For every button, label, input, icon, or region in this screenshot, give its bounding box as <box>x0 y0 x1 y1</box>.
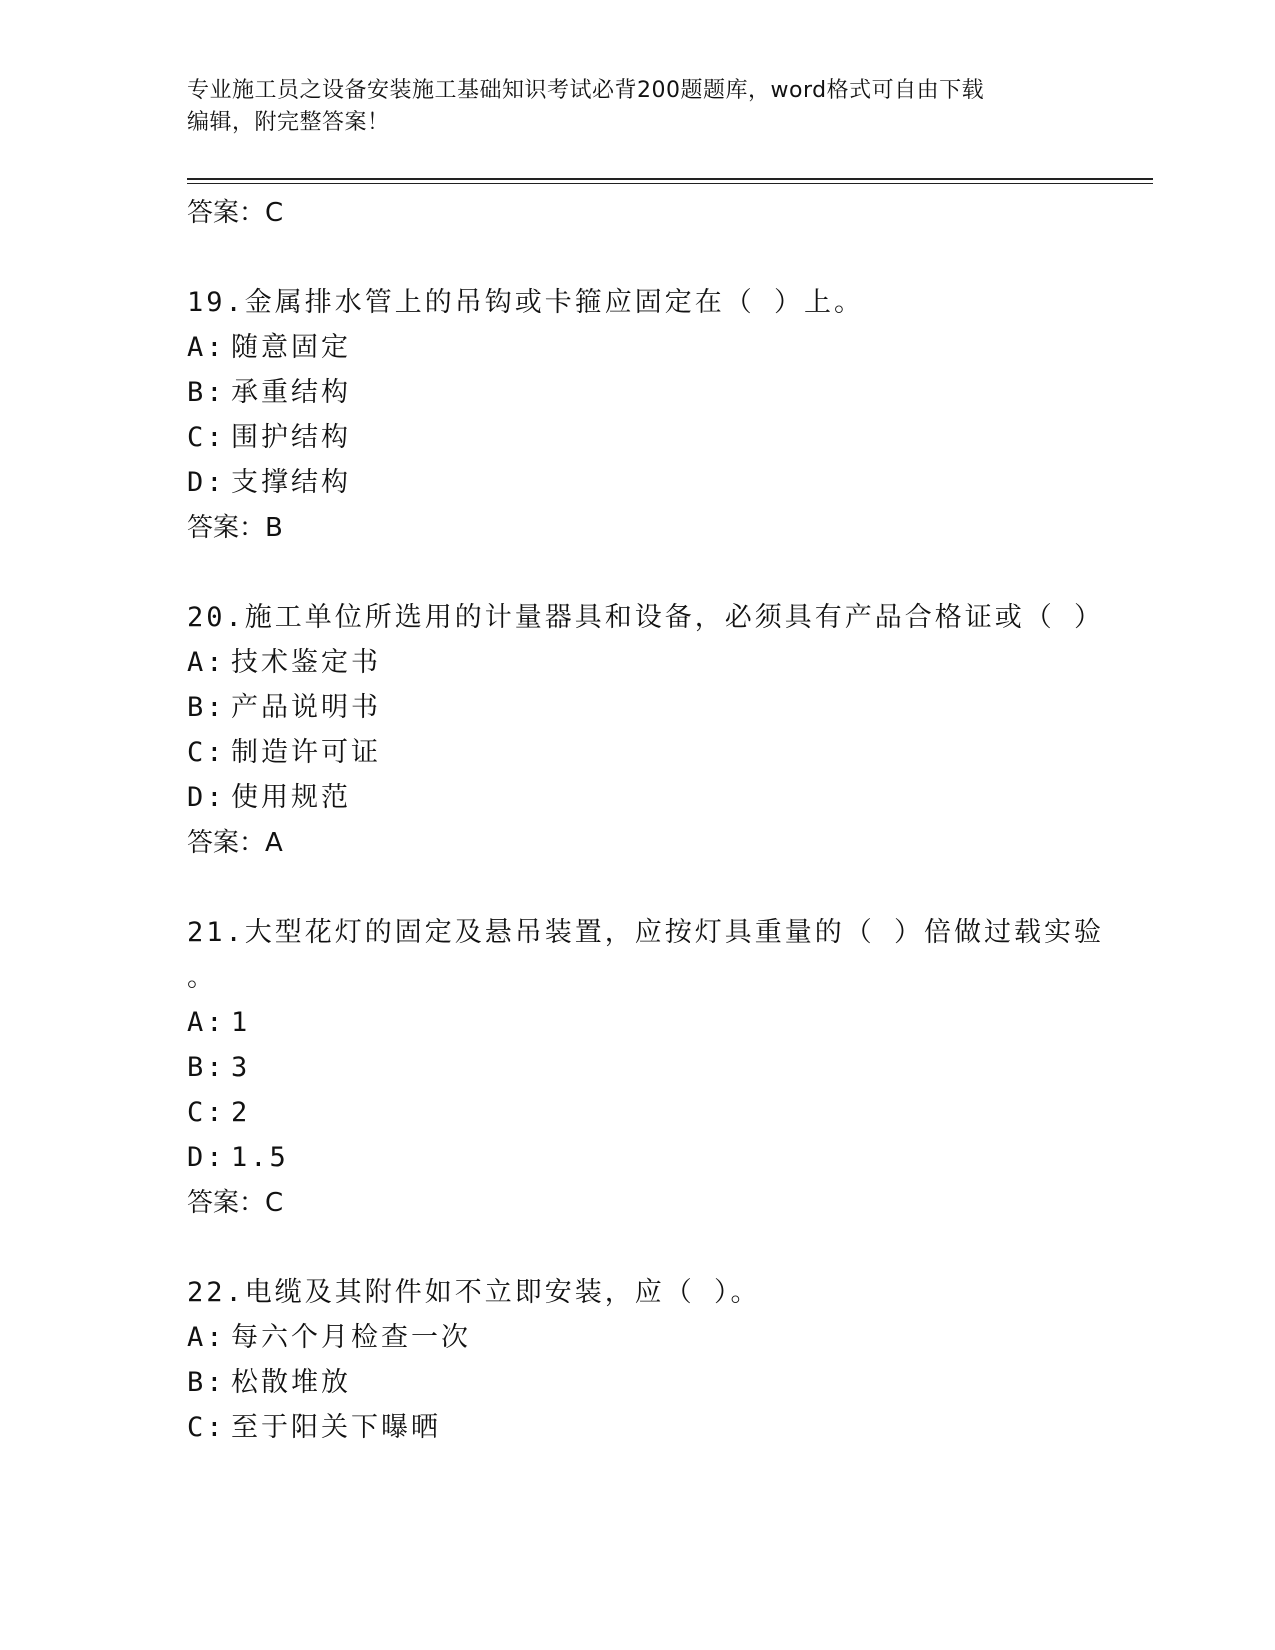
option-row <box>187 325 1117 370</box>
option-letter: C: <box>187 1097 226 1128</box>
option-letter: D: <box>187 467 226 498</box>
option-row <box>187 730 1117 775</box>
option-letter: B: <box>187 1052 226 1083</box>
option-text: 至于阳关下曝晒 <box>231 1412 441 1443</box>
option-row <box>187 1360 1117 1405</box>
option-row <box>187 1000 1117 1045</box>
document-header <box>187 75 1087 139</box>
option-letter: D: <box>187 782 226 813</box>
answer-prefix: 答案： <box>187 512 266 543</box>
option-text: 随意固定 <box>231 332 351 363</box>
option-text: 技术鉴定书 <box>231 647 381 678</box>
option-letter: A: <box>187 1322 226 1353</box>
option-row <box>187 1090 1117 1135</box>
answer-prefix: 答案： <box>187 827 266 858</box>
option-letter: B: <box>187 692 226 723</box>
option-text: 支撑结构 <box>231 467 351 498</box>
option-letter: A: <box>187 1007 226 1038</box>
option-text: 每六个月检查一次 <box>231 1322 471 1353</box>
option-row <box>187 1405 1117 1450</box>
option-text: 2 <box>231 1097 251 1128</box>
header-rule-thick <box>187 178 1153 180</box>
question-spacer <box>187 1225 1117 1270</box>
option-letter: C: <box>187 1412 226 1443</box>
option-row <box>187 370 1117 415</box>
option-text: 3 <box>231 1052 251 1083</box>
answer-line <box>187 190 1117 235</box>
option-text: 使用规范 <box>231 782 351 813</box>
option-text: 围护结构 <box>231 422 351 453</box>
header-rule-thin <box>187 183 1153 184</box>
option-row <box>187 1315 1117 1360</box>
option-text: 制造许可证 <box>231 737 381 768</box>
question-block <box>187 280 1117 550</box>
option-row <box>187 640 1117 685</box>
question-spacer <box>187 865 1117 910</box>
option-text: 产品说明书 <box>231 692 381 723</box>
answer-line <box>187 505 1117 550</box>
question-list <box>187 190 1117 1450</box>
question-block <box>187 1270 1117 1450</box>
option-letter: C: <box>187 422 226 453</box>
option-row <box>187 775 1117 820</box>
option-text: 1 <box>231 1007 251 1038</box>
option-row <box>187 685 1117 730</box>
question-stem: 22.电缆及其附件如不立即安装，应（ ）。 <box>187 1277 761 1308</box>
header-line-1: 专业施工员之设备安装施工基础知识考试必背200题题库，word格式可自由下载 <box>187 78 985 103</box>
option-letter: A: <box>187 332 226 363</box>
answer-value: A <box>265 827 283 858</box>
answer-line <box>187 820 1117 865</box>
option-letter: D: <box>187 1142 226 1173</box>
question-block <box>187 910 1117 1225</box>
answer-prefix: 答案： <box>187 1187 266 1218</box>
answer-value: B <box>265 512 283 543</box>
question-spacer <box>187 235 1117 280</box>
question-stem: 19.金属排水管上的吊钩或卡箍应固定在（ ）上。 <box>187 287 865 318</box>
option-row <box>187 1135 1117 1180</box>
question-stem: 20.施工单位所选用的计量器具和设备，必须具有产品合格证或（ ） <box>187 602 1105 633</box>
option-text: 承重结构 <box>231 377 351 408</box>
question-block <box>187 595 1117 865</box>
question-spacer <box>187 550 1117 595</box>
answer-value: C <box>265 197 284 228</box>
option-row <box>187 460 1117 505</box>
option-letter: A: <box>187 647 226 678</box>
answer-line <box>187 1180 1117 1225</box>
question-stem: 21.大型花灯的固定及悬吊装置，应按灯具重量的（ ）倍做过载实验 。 <box>187 917 1105 993</box>
option-row <box>187 415 1117 460</box>
option-row <box>187 1045 1117 1090</box>
option-letter: B: <box>187 377 226 408</box>
answer-value: C <box>265 1187 284 1218</box>
option-letter: B: <box>187 1367 226 1398</box>
answer-prefix: 答案： <box>187 197 266 228</box>
option-text: 松散堆放 <box>231 1367 351 1398</box>
option-letter: C: <box>187 737 226 768</box>
header-line-2: 编辑，附完整答案！ <box>187 110 390 135</box>
option-text: 1.5 <box>231 1142 289 1173</box>
